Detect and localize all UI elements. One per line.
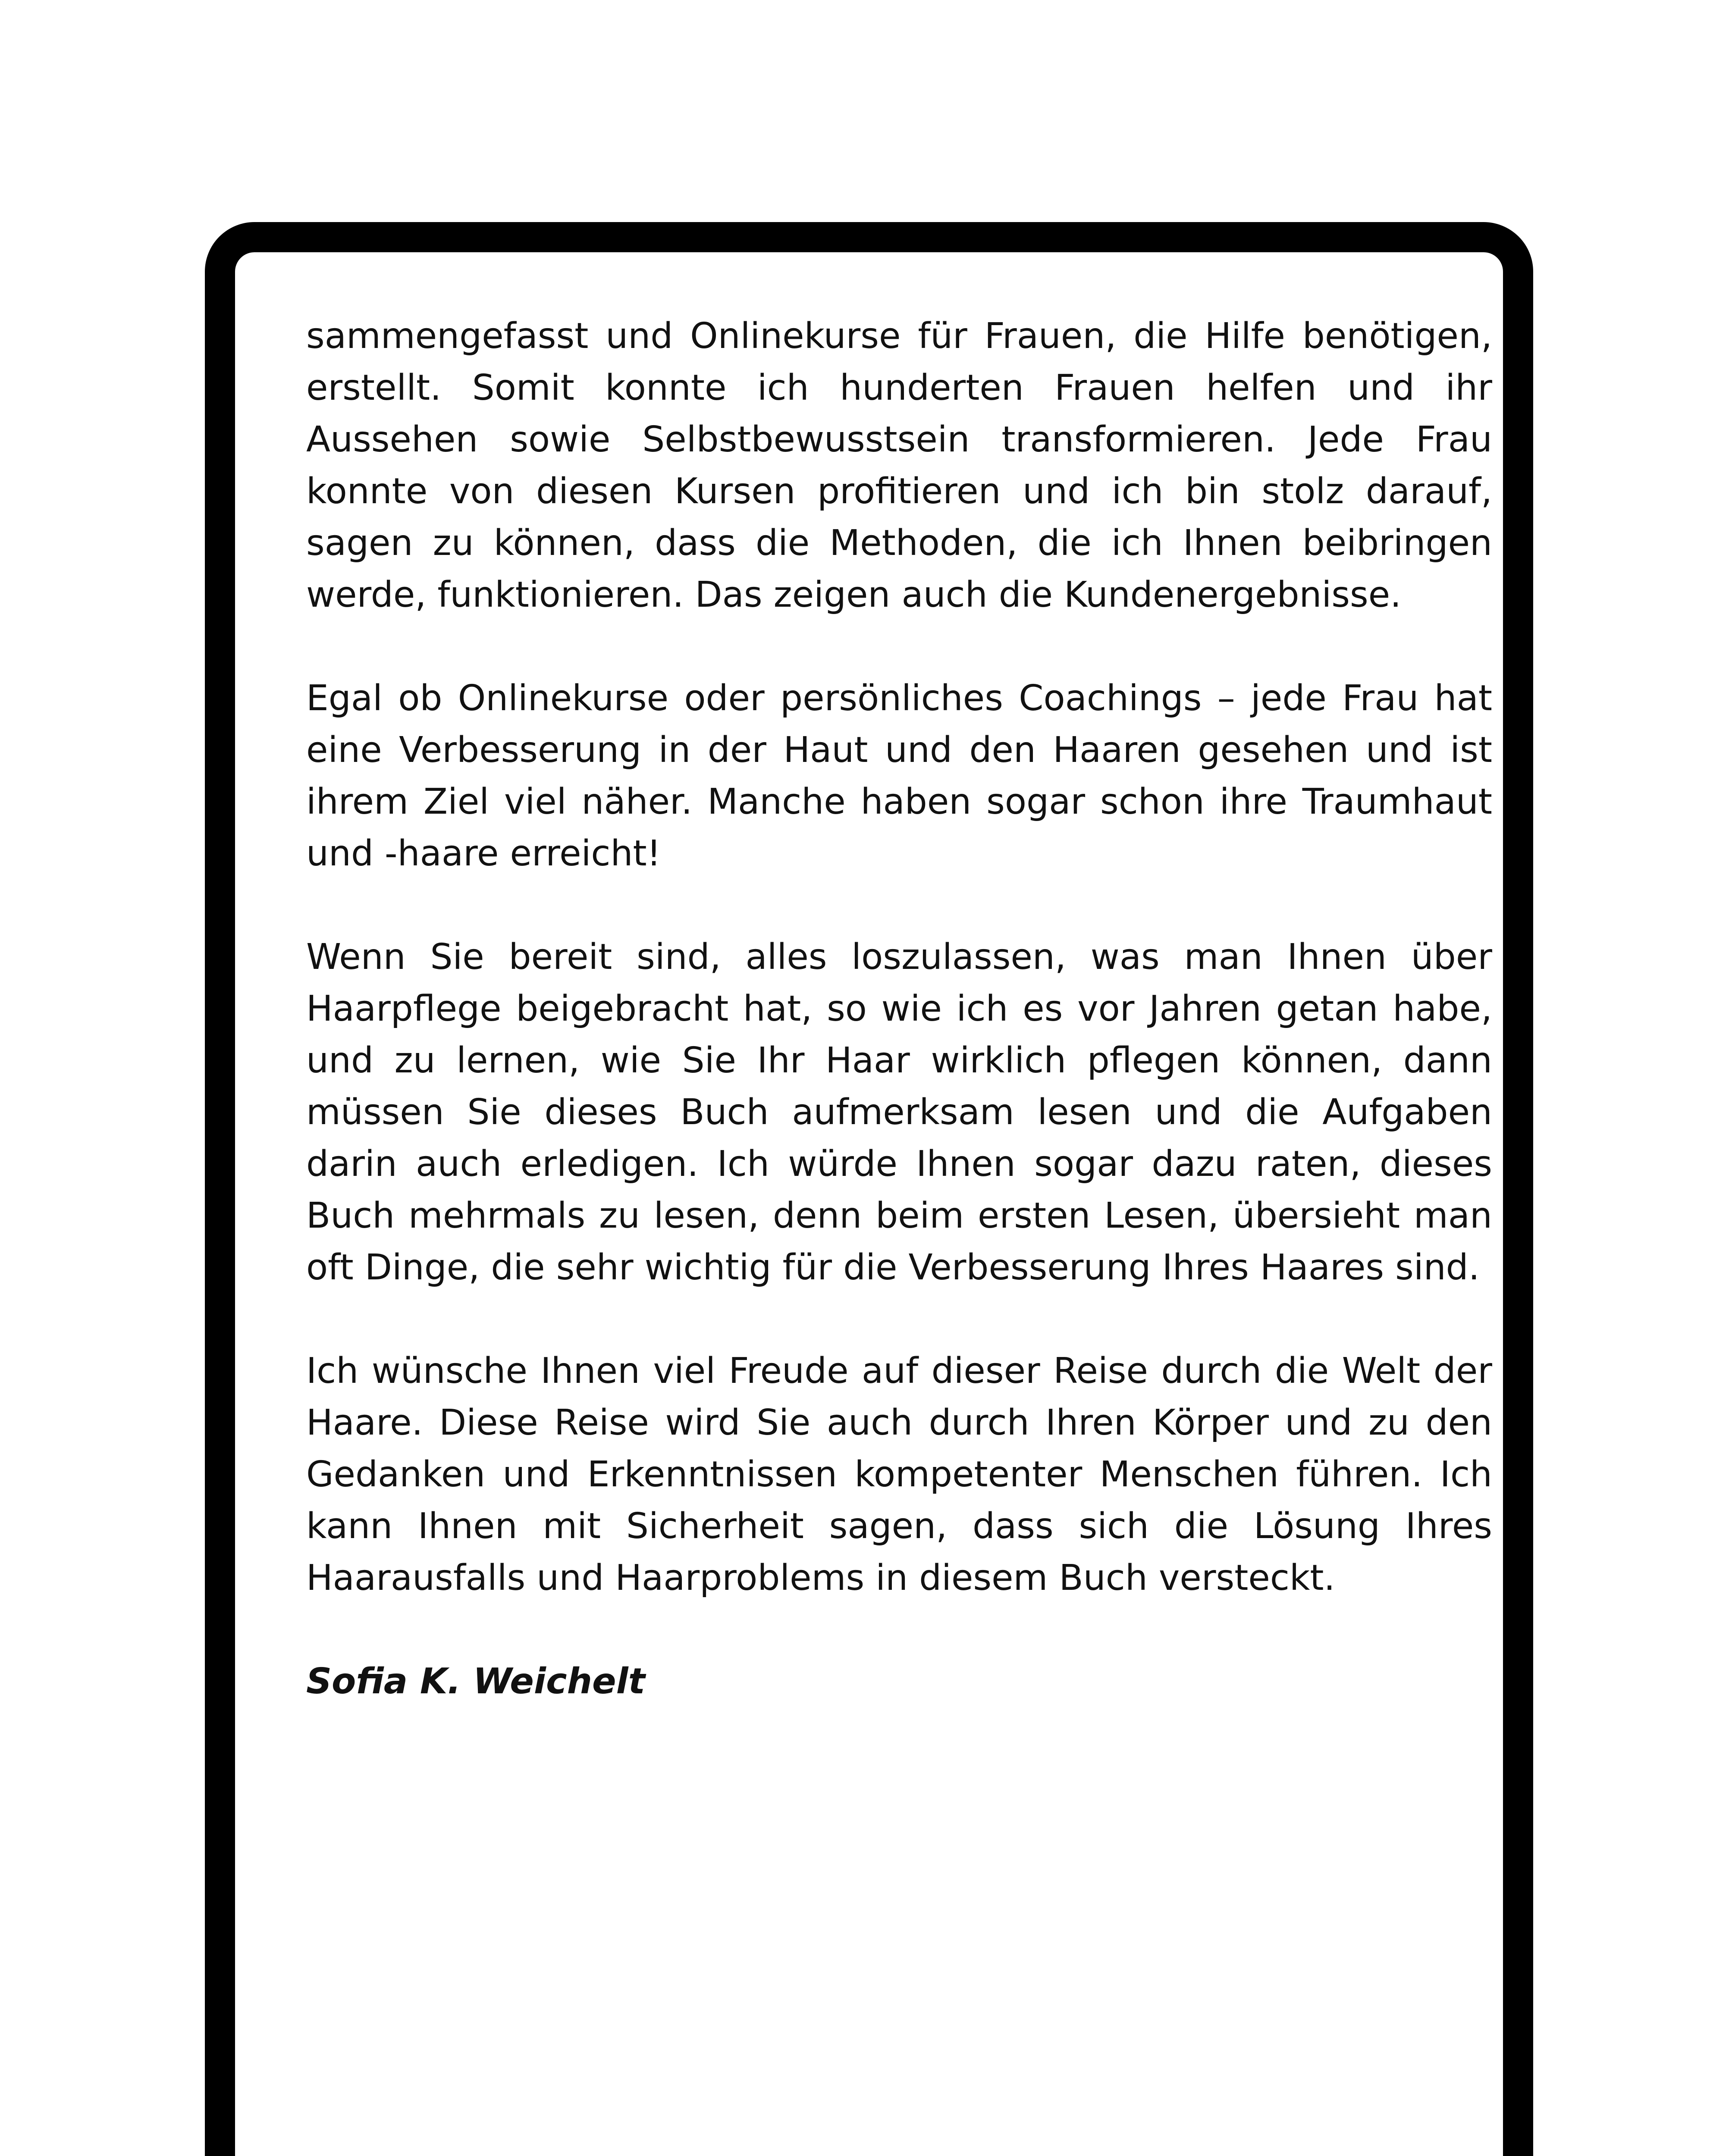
body-paragraph-3: Wenn Sie bereit sind, alles loszulassen, was man Ihnen über Haarpflege beigebracht hat, so wie ich es vor Jahren getan habe, und zu lernen, wie Sie Ihr Haar wirklich pflegen können, dann müssen Sie dieses Buch aufmerksam lesen und die Aufgaben darin auch erledigen. Ich würde Ihnen sogar dazu raten, dieses Buch mehrmals zu lesen, denn beim ersten Lesen, übersieht man oft Dinge, die sehr wichtig für die Verbesserung Ihres Haares sind. (306, 937, 1492, 1288)
body-paragraph-4: Ich wünsche Ihnen viel Freude auf dieser Reise durch die Welt der Haare. Diese Reise wird Sie auch durch Ihren Körper und zu den Gedanken und Erkenntnissen kompetenter Menschen führen. Ich kann Ihnen mit Sicherheit sagen, dass sich die Lösung Ihres Haarausfalls und Haarproblems in diesem Buch versteckt. (306, 1351, 1492, 1598)
body-paragraph-1: sammengefasst und Onlinekurse für Frauen, die Hilfe benötigen, erstellt. Somit konnte ich hunderten Frauen helfen und ihr Aussehen sowie Selbstbewusstsein transformieren. Jede Frau konnte von diesen Kursen profitieren und ich bin stolz darauf, sagen zu können, dass die Methoden, die ich Ihnen beibringen werde, funktionieren. Das zeigen auch die Kundenergebnisse. (306, 316, 1492, 615)
content-frame (205, 222, 1533, 2156)
page-content (306, 310, 1492, 1708)
author-signature: Sofia K. Weichelt (306, 1661, 645, 1702)
body-paragraph-2: Egal ob Onlinekurse oder persönliches Coachings – jede Frau hat eine Verbesserung in der Haut und den Haaren gesehen und ist ihrem Ziel viel näher. Manche haben sogar schon ihre Traumhaut und -haare erreicht! (306, 678, 1492, 874)
